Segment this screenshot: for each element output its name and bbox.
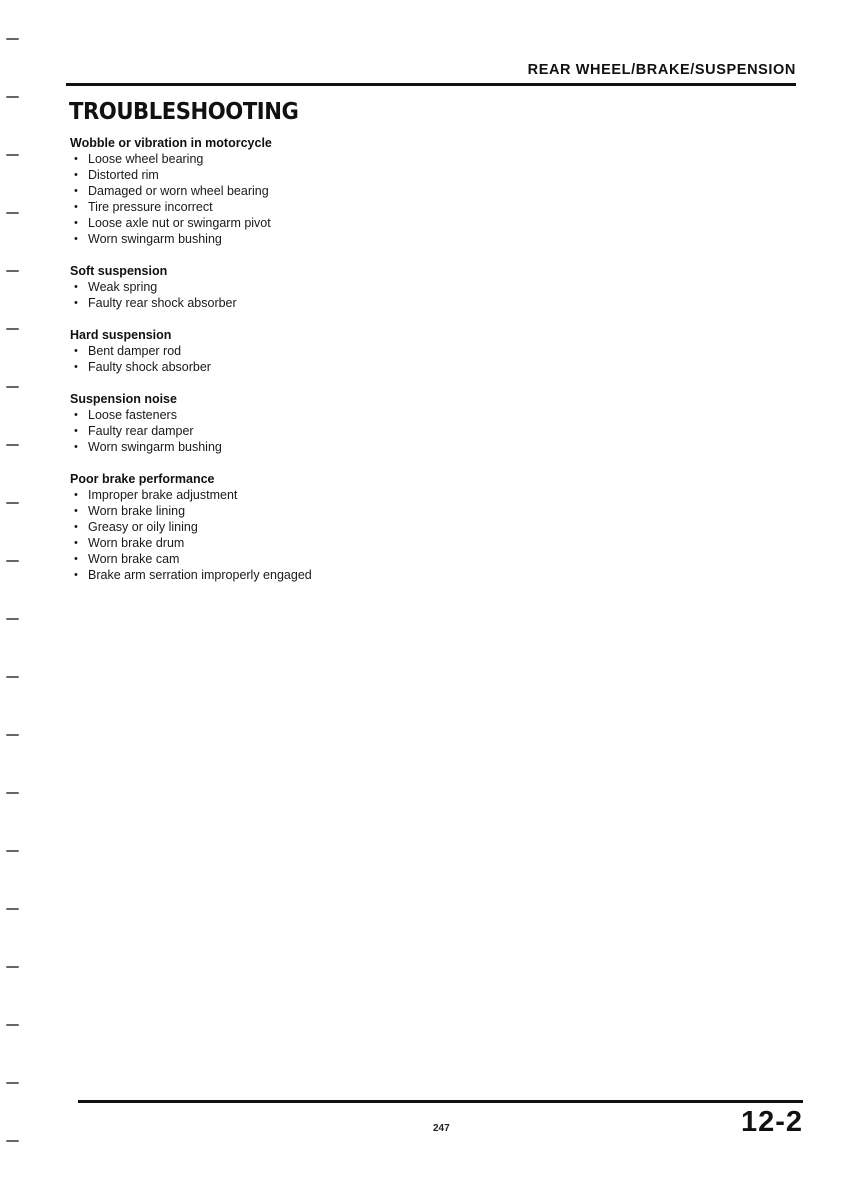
binding-mark (6, 38, 19, 40)
cause-text: Worn swingarm bushing (88, 440, 222, 454)
bullet-icon: • (74, 521, 78, 533)
bullet-icon: • (74, 409, 78, 421)
bullet-icon: • (74, 185, 78, 197)
binding-mark (6, 154, 19, 156)
binding-mark (6, 966, 19, 968)
binding-mark (6, 908, 19, 910)
cause-list (70, 407, 470, 455)
section-heading: Suspension noise (70, 392, 177, 406)
cause-text: Faulty rear damper (88, 424, 194, 438)
cause-text: Loose wheel bearing (88, 152, 204, 166)
cause-text: Worn swingarm bushing (88, 232, 222, 246)
cause-item (70, 423, 470, 439)
header-rule (66, 83, 796, 86)
section-heading: Wobble or vibration in motorcycle (70, 136, 272, 150)
cause-text: Faulty shock absorber (88, 360, 211, 374)
page-title: TROUBLESHOOTING (69, 99, 299, 125)
bullet-icon: • (74, 569, 78, 581)
binding-mark (6, 618, 19, 620)
bullet-icon: • (74, 537, 78, 549)
cause-item (70, 439, 470, 455)
cause-text: Weak spring (88, 280, 158, 294)
bullet-icon: • (74, 169, 78, 181)
troubleshooting-sections (70, 135, 470, 599)
bullet-icon: • (74, 553, 78, 565)
troubleshooting-section (70, 471, 470, 583)
cause-text: Improper brake adjustment (88, 488, 238, 502)
cause-item (70, 551, 470, 567)
bullet-icon: • (74, 233, 78, 245)
cause-text: Greasy or oily lining (88, 520, 198, 534)
cause-text: Worn brake cam (88, 552, 180, 566)
cause-list (70, 151, 470, 247)
cause-item (70, 167, 470, 183)
cause-item (70, 295, 470, 311)
troubleshooting-section (70, 263, 470, 311)
binding-mark (6, 1024, 19, 1026)
bullet-icon: • (74, 217, 78, 229)
troubleshooting-section (70, 327, 470, 375)
section-heading: Hard suspension (70, 328, 172, 342)
cause-item (70, 503, 470, 519)
cause-item (70, 359, 470, 375)
binding-mark (6, 96, 19, 98)
binding-mark (6, 676, 19, 678)
cause-item (70, 487, 470, 503)
footer-rule (78, 1100, 803, 1103)
bullet-icon: • (74, 281, 78, 293)
cause-list (70, 343, 470, 375)
binding-mark (6, 502, 19, 504)
cause-text: Distorted rim (88, 168, 159, 182)
bullet-icon: • (74, 297, 78, 309)
cause-item (70, 215, 470, 231)
cause-item (70, 199, 470, 215)
bullet-icon: • (74, 425, 78, 437)
binding-mark (6, 1082, 19, 1084)
troubleshooting-section (70, 391, 470, 455)
cause-list (70, 487, 470, 583)
troubleshooting-section (70, 135, 470, 247)
section-heading: Poor brake performance (70, 472, 215, 486)
binding-mark (6, 792, 19, 794)
cause-item (70, 519, 470, 535)
cause-text: Loose axle nut or swingarm pivot (88, 216, 271, 230)
cause-item (70, 231, 470, 247)
cause-text: Tire pressure incorrect (88, 200, 213, 214)
bullet-icon: • (74, 489, 78, 501)
section-heading: Soft suspension (70, 264, 168, 278)
binding-mark (6, 270, 19, 272)
bullet-icon: • (74, 153, 78, 165)
bullet-icon: • (74, 441, 78, 453)
binding-mark (6, 328, 19, 330)
binding-mark (6, 560, 19, 562)
cause-item (70, 343, 470, 359)
cause-item (70, 535, 470, 551)
cause-item (70, 567, 470, 583)
bullet-icon: • (74, 361, 78, 373)
cause-text: Worn brake lining (88, 504, 186, 518)
cause-item (70, 183, 470, 199)
cause-text: Brake arm serration improperly engaged (88, 568, 312, 582)
section-number: 12-2 (740, 1106, 803, 1138)
binding-mark (6, 850, 19, 852)
cause-text: Bent damper rod (88, 344, 182, 358)
cause-list (70, 279, 470, 311)
cause-text: Faulty rear shock absorber (88, 296, 237, 310)
bullet-icon: • (74, 505, 78, 517)
cause-text: Worn brake drum (88, 536, 185, 550)
binding-mark (6, 212, 19, 214)
cause-text: Loose fasteners (88, 408, 177, 422)
bullet-icon: • (74, 345, 78, 357)
cause-item (70, 407, 470, 423)
binding-mark (6, 1140, 19, 1142)
binding-mark (6, 444, 19, 446)
binding-mark (6, 386, 19, 388)
cause-text: Damaged or worn wheel bearing (88, 184, 269, 198)
cause-item (70, 279, 470, 295)
header-title: REAR WHEEL/BRAKE/SUSPENSION (527, 62, 796, 78)
bullet-icon: • (74, 201, 78, 213)
binding-mark (6, 734, 19, 736)
cause-item (70, 151, 470, 167)
page-number: 247 (433, 1123, 450, 1134)
binding-marks (6, 0, 26, 1200)
